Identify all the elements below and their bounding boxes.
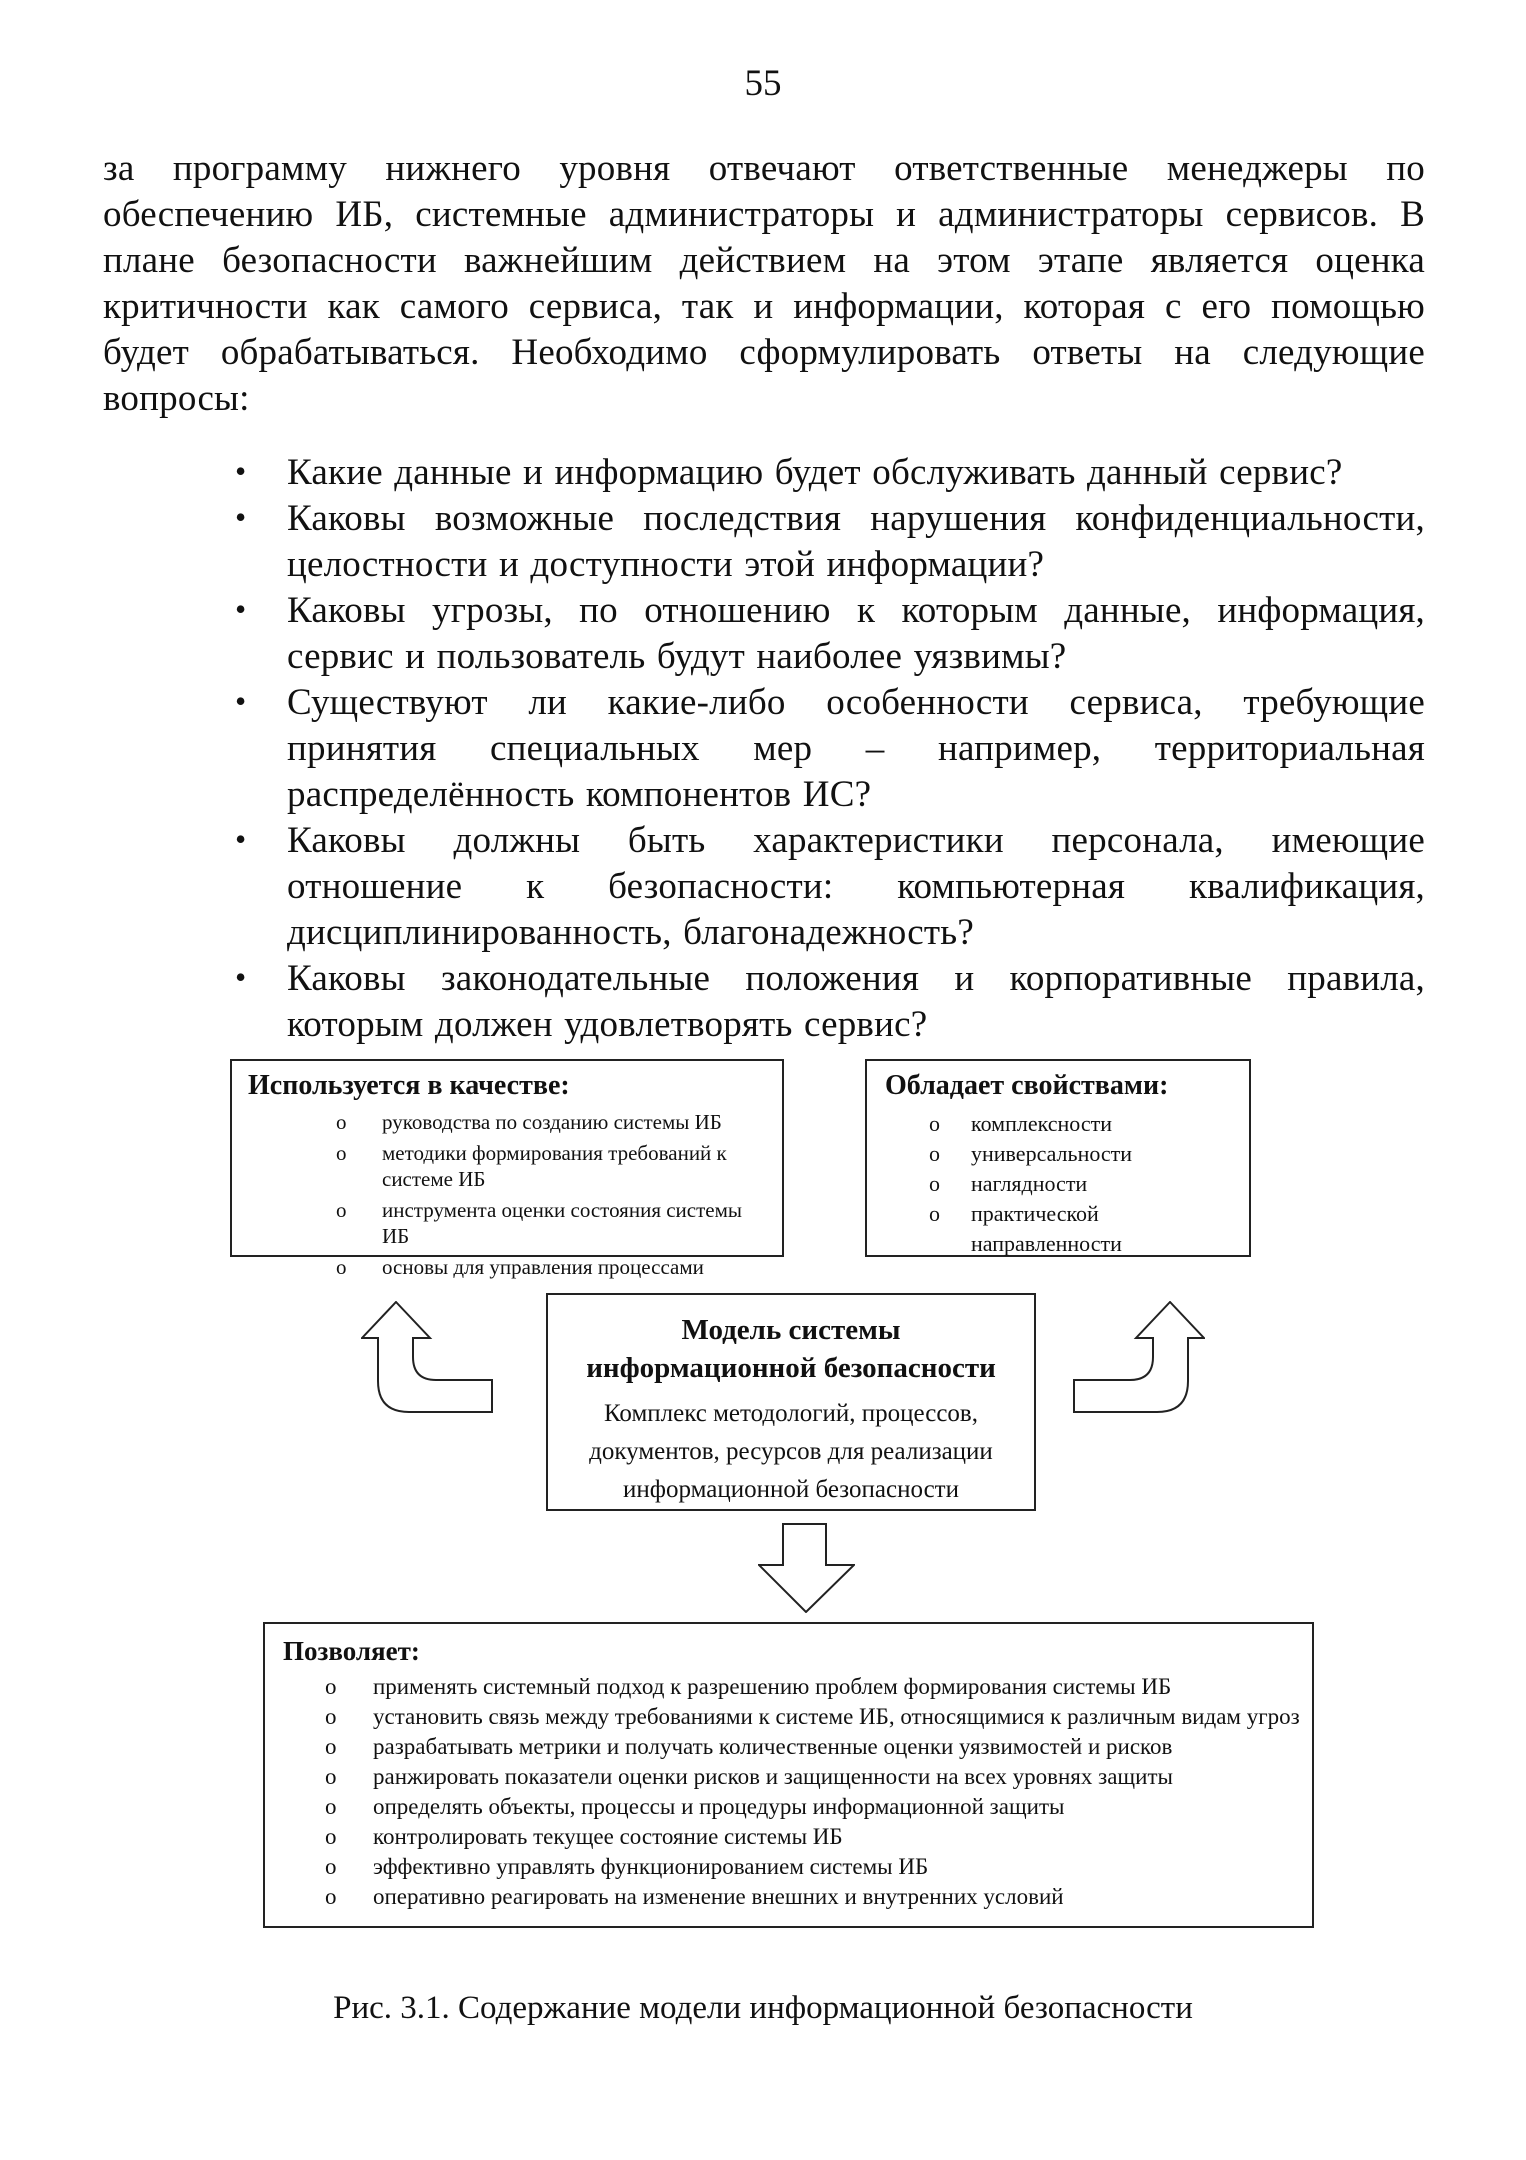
circle-bullet-icon: o xyxy=(325,1734,337,1759)
model-description: Комплекс методологий, процессов, документов, ресурсов для реализации информационной безопасности xyxy=(589,1400,993,1503)
question-text: Какие данные и информацию будет обслуживать данный сервис? xyxy=(287,452,1343,493)
list-item xyxy=(265,1792,1312,1822)
page-number: 55 xyxy=(744,63,782,104)
circle-bullet-icon: o xyxy=(325,1794,337,1819)
properties-item: практической направленности xyxy=(971,1201,1122,1256)
bullet-icon: • xyxy=(235,821,247,857)
figure-caption: Рис. 3.1. Содержание модели информационной безопасности xyxy=(333,1990,1193,2026)
properties-box xyxy=(865,1059,1251,1257)
list-item xyxy=(867,1169,1249,1199)
circle-bullet-icon: o xyxy=(325,1764,337,1789)
bullet-icon: • xyxy=(235,453,247,489)
circle-bullet-icon: o xyxy=(325,1824,337,1849)
allows-list xyxy=(265,1672,1312,1912)
list-item xyxy=(265,1822,1312,1852)
circle-bullet-icon: o xyxy=(336,1141,347,1165)
used-as-item: инструмента оценки состояния системы ИБ xyxy=(382,1198,743,1248)
question-text: Каковы возможные последствия нарушения конфиденциальности, целостности и доступности этой информации? xyxy=(287,498,1425,585)
used-as-item: основы для управления процессами xyxy=(382,1255,704,1279)
allows-item: эффективно управлять функционированием системы ИБ xyxy=(373,1854,929,1879)
circle-bullet-icon: o xyxy=(336,1110,347,1134)
figure-diagram xyxy=(0,1055,1526,1935)
circle-bullet-icon: o xyxy=(929,1171,940,1196)
circle-bullet-icon: o xyxy=(929,1111,940,1136)
question-text: Существуют ли какие-либо особенности сервиса, требующие принятия специальных мер – например, территориальная распределённость компонентов ИС? xyxy=(287,682,1425,815)
list-item xyxy=(232,1140,782,1192)
allows-item: оперативно реагировать на изменение внешних и внутренних условий xyxy=(373,1884,1064,1909)
bullet-icon: • xyxy=(235,959,247,995)
list-item xyxy=(265,1702,1312,1732)
list-item xyxy=(265,1672,1312,1702)
list-item xyxy=(103,450,1425,496)
list-item xyxy=(265,1762,1312,1792)
list-item xyxy=(232,1109,782,1135)
model-title: Модель системы информационной безопасности xyxy=(586,1314,996,1384)
allows-title: Позволяет: xyxy=(283,1636,420,1666)
list-item xyxy=(232,1197,782,1249)
allows-item: контролировать текущее состояние системы ИБ xyxy=(373,1824,843,1849)
used-as-list xyxy=(232,1109,782,1280)
question-text: Каковы законодательные положения и корпоративные правила, которым должен удовлетворять сервис? xyxy=(287,958,1425,1045)
circle-bullet-icon: o xyxy=(325,1854,337,1879)
used-as-title: Используется в качестве: xyxy=(248,1070,570,1101)
used-as-item: руководства по созданию системы ИБ xyxy=(382,1110,722,1134)
circle-bullet-icon: o xyxy=(325,1704,337,1729)
down-arrow-icon xyxy=(758,1523,855,1613)
properties-title: Обладает свойствами: xyxy=(885,1070,1169,1101)
circle-bullet-icon: o xyxy=(336,1255,347,1279)
intro-paragraph: за программу нижнего уровня отвечают ответственные менеджеры по обеспечению ИБ, системные администраторы и администраторы сервисов. В плане безопасности важнейшим действием на этом этапе является оценка критичности как самого сервиса, так и информации, которая с его помощью будет обрабатываться. Необходимо сформулировать ответы на следующие вопросы: xyxy=(103,148,1425,419)
bullet-icon: • xyxy=(235,683,247,719)
bullet-icon: • xyxy=(235,591,247,627)
used-as-box xyxy=(230,1059,784,1279)
allows-item: применять системный подход к разрешению проблем формирования системы ИБ xyxy=(373,1674,1172,1699)
list-item xyxy=(265,1852,1312,1882)
properties-item: комплексности xyxy=(971,1111,1112,1136)
allows-item: определять объекты, процессы и процедуры информационной защиты xyxy=(373,1794,1065,1819)
list-item xyxy=(265,1732,1312,1762)
questions-list xyxy=(103,450,1425,1048)
allows-item: разрабатывать метрики и получать количественные оценки уязвимостей и рисков xyxy=(373,1734,1173,1759)
bullet-icon: • xyxy=(235,499,247,535)
allows-item: ранжировать показатели оценки рисков и защищенности на всех уровнях защиты xyxy=(373,1764,1173,1789)
list-item xyxy=(103,496,1425,588)
question-text: Каковы угрозы, по отношению к которым данные, информация, сервис и пользователь будут наиболее уязвимы? xyxy=(287,590,1425,677)
circle-bullet-icon: o xyxy=(929,1141,940,1166)
allows-box xyxy=(263,1622,1314,1928)
list-item xyxy=(103,818,1425,956)
list-item xyxy=(867,1109,1249,1139)
curved-up-arrow-left-icon xyxy=(361,1301,493,1413)
list-item xyxy=(867,1199,1249,1259)
circle-bullet-icon: o xyxy=(325,1884,337,1909)
question-text: Каковы должны быть характеристики персонала, имеющие отношение к безопасности: компьютерная квалификация, дисциплинированность, благонадежность? xyxy=(287,820,1425,953)
list-item xyxy=(867,1139,1249,1169)
used-as-item: методики формирования требований к системе ИБ xyxy=(382,1141,727,1191)
properties-list xyxy=(867,1109,1249,1259)
list-item xyxy=(103,680,1425,818)
list-item xyxy=(103,956,1425,1048)
circle-bullet-icon: o xyxy=(336,1198,347,1222)
allows-item: установить связь между требованиями к системе ИБ, относящимися к различным видам угроз xyxy=(373,1704,1300,1729)
curved-up-arrow-right-icon xyxy=(1073,1301,1205,1413)
list-item xyxy=(103,588,1425,680)
properties-item: наглядности xyxy=(971,1171,1088,1196)
list-item xyxy=(232,1254,782,1280)
circle-bullet-icon: o xyxy=(929,1201,940,1226)
model-box xyxy=(546,1293,1036,1511)
circle-bullet-icon: o xyxy=(325,1674,337,1699)
list-item xyxy=(265,1882,1312,1912)
properties-item: универсальности xyxy=(971,1141,1133,1166)
